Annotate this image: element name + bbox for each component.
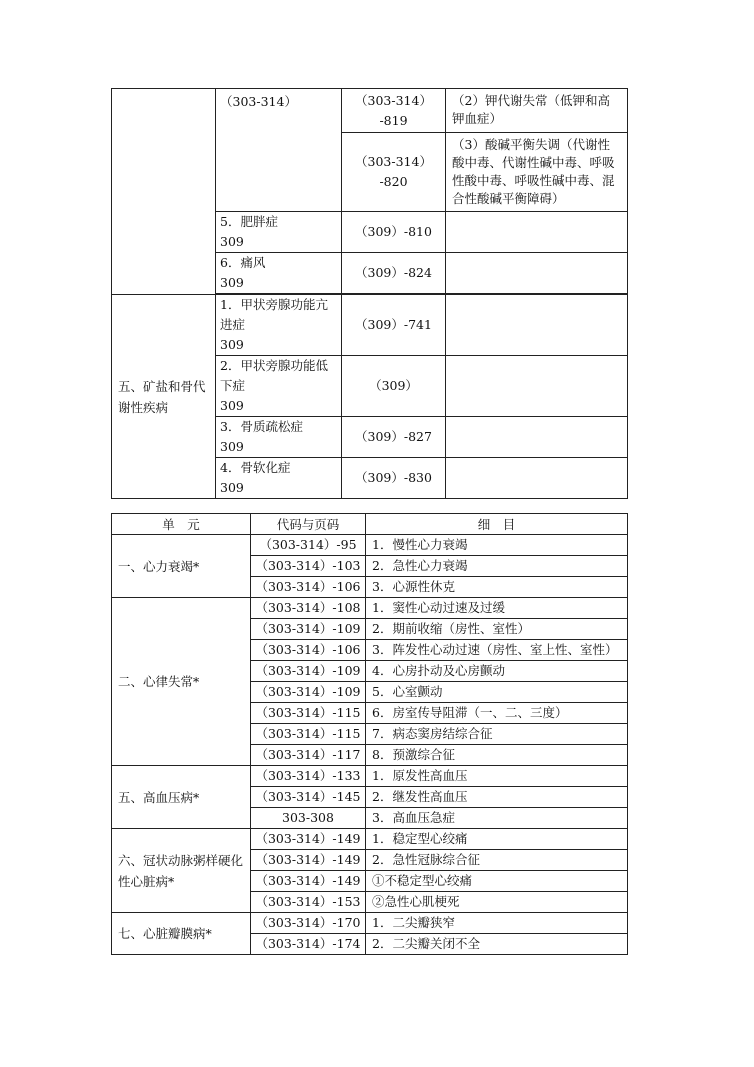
detail-cell xyxy=(446,253,628,294)
item-cell: 1．窦性心动过速及过缓 xyxy=(366,598,628,619)
item-cell: 5．心室颤动 xyxy=(366,682,628,703)
header-code: 代码与页码 xyxy=(251,514,366,535)
item-cell: 1．原发性高血压 xyxy=(366,766,628,787)
unit-cell: 二、心律失常* xyxy=(112,598,251,766)
detail-cell xyxy=(446,295,628,356)
item-cell: 2．急性冠脉综合征 xyxy=(366,850,628,871)
main-table xyxy=(111,513,628,955)
header-item: 细 目 xyxy=(366,514,628,535)
item-cell: 4．心房扑动及心房颤动 xyxy=(366,661,628,682)
code-cell: （303-314）-108 xyxy=(251,598,366,619)
code-cell: （303-314）-115 xyxy=(251,724,366,745)
item-cell: 3．心源性休克 xyxy=(366,577,628,598)
item-cell: 1．稳定型心绞痛 xyxy=(366,829,628,850)
code-cell: （303-314）-149 xyxy=(251,829,366,850)
unit-cell: 六、冠状动脉粥样硬化性心脏病* xyxy=(112,829,251,913)
code-cell: （303-314）-115 xyxy=(251,703,366,724)
code-cell: （303-314）-149 xyxy=(251,871,366,892)
code-cell: （303-314）-106 xyxy=(251,577,366,598)
code-cell: （309） xyxy=(342,356,446,417)
code-cell: （303-314）-109 xyxy=(251,682,366,703)
code-cell: （309）-810 xyxy=(342,212,446,253)
code-cell: （303-314）-133 xyxy=(251,766,366,787)
disease-name-cell: 3．骨质疏松症 309 xyxy=(216,417,342,458)
code-cell: （303-314）-170 xyxy=(251,913,366,934)
unit-cell-empty xyxy=(112,89,216,295)
item-cell: 1．慢性心力衰竭 xyxy=(366,535,628,556)
disease-name-cell: 5．肥胖症 309 xyxy=(216,212,342,253)
code-cell: （303-314）-106 xyxy=(251,640,366,661)
item-cell: 3．高血压急症 xyxy=(366,808,628,829)
code-cell: （303-314）-153 xyxy=(251,892,366,913)
detail-cell xyxy=(446,212,628,253)
item-cell: 2．期前收缩（房性、室性） xyxy=(366,619,628,640)
code-cell: （303-314）-117 xyxy=(251,745,366,766)
unit-cell: 七、心脏瓣膜病* xyxy=(112,913,251,955)
top-table xyxy=(111,88,628,499)
detail-cell xyxy=(446,356,628,417)
code-cell: （303-314）-174 xyxy=(251,934,366,955)
unit-cell: 五、矿盐和骨代谢性疾病 xyxy=(112,295,216,499)
sub-code-cell: （303-314） xyxy=(216,89,342,212)
unit-cell: 一、心力衰竭* xyxy=(112,535,251,598)
code-cell: （309）-830 xyxy=(342,458,446,499)
code-cell: （303-314） -820 xyxy=(342,133,446,212)
item-cell: ②急性心肌梗死 xyxy=(366,892,628,913)
header-unit: 单 元 xyxy=(112,514,251,535)
item-cell: ①不稳定型心绞痛 xyxy=(366,871,628,892)
item-cell: 3．阵发性心动过速（房性、室上性、室性） xyxy=(366,640,628,661)
code-cell: （303-314）-109 xyxy=(251,619,366,640)
unit-cell: 五、高血压病* xyxy=(112,766,251,829)
disease-name-cell: 1．甲状旁腺功能亢进症 309 xyxy=(216,295,342,356)
item-cell: 2．急性心力衰竭 xyxy=(366,556,628,577)
code-cell: （303-314）-103 xyxy=(251,556,366,577)
code-cell: （309）-741 xyxy=(342,295,446,356)
item-cell: 7．病态窦房结综合征 xyxy=(366,724,628,745)
item-cell: 2．二尖瓣关闭不全 xyxy=(366,934,628,955)
item-cell: 1．二尖瓣狭窄 xyxy=(366,913,628,934)
detail-cell: （2）钾代谢失常（低钾和高钾血症） xyxy=(446,89,628,133)
item-cell: 2．继发性高血压 xyxy=(366,787,628,808)
code-cell: （303-314）-145 xyxy=(251,787,366,808)
item-cell: 6．房室传导阻滞（一、二、三度） xyxy=(366,703,628,724)
code-cell: （309）-824 xyxy=(342,253,446,294)
disease-name-cell: 2．甲状旁腺功能低下症 309 xyxy=(216,356,342,417)
disease-name-cell: 4．骨软化症 309 xyxy=(216,458,342,499)
code-cell: （303-314）-95 xyxy=(251,535,366,556)
code-cell: （303-314） -819 xyxy=(342,89,446,133)
code-cell: （303-314）-109 xyxy=(251,661,366,682)
detail-cell xyxy=(446,417,628,458)
code-cell: 303-308 xyxy=(251,808,366,829)
item-cell: 8．预激综合征 xyxy=(366,745,628,766)
code-cell: （309）-827 xyxy=(342,417,446,458)
detail-cell: （3）酸碱平衡失调（代谢性酸中毒、代谢性碱中毒、呼吸性酸中毒、呼吸性碱中毒、混合性酸碱平衡障碍） xyxy=(446,133,628,212)
disease-name-cell: 6．痛风 309 xyxy=(216,253,342,294)
code-cell: （303-314）-149 xyxy=(251,850,366,871)
detail-cell xyxy=(446,458,628,499)
